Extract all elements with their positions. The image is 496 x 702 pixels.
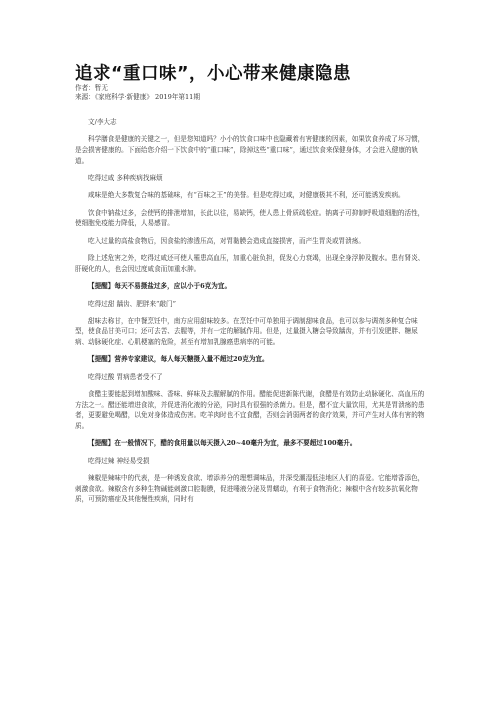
paragraph: 食醋主要能起到增加酸味、香味、鲜味及去腥解腻的作用。醋能促进新陈代谢，食醋是有效防止动脉硬化、高血压的方法之一。醋还能增进食欲，并促进消化液的分泌，同时具有很强的杀菌力。但是，醋不宜大量饮用，尤其是胃溃疡的患者，更要避免喝醋，以免对身体造成伤害。吃羊肉时也不宜食醋，否则会消弱两者的食疗效果，并可产生对人体有害的物质。 bbox=[75, 390, 425, 431]
section-heading-salty: 吃得过咸 多种疾病找麻烦 bbox=[88, 173, 163, 182]
byline: 文/李大志 bbox=[88, 118, 117, 126]
paragraph: 甜味去称甘，在中餐烹饪中，南方应用甜味较多。在烹饪中可单独用于调制甜味食品，也可以参与调剂多种复合味型，使食品甘美可口；还可去苦、去腥等，并有一定的解腻作用。但是，过量摄入糖会导致龋齿，并有引发肥胖、糖尿病、动脉硬化症、心肌梗塞的危险，甚至有增加乳腺癌患病率的可能。 bbox=[75, 316, 418, 347]
paragraph: 饮食中钠盐过多，会使钙的排泄增加，长此以往，易缺钙，使人患上骨质疏松症。钠离子可抑制呼吸道细胞的活性，使细胞免疫能力降低，人易感冒。 bbox=[75, 208, 425, 228]
paragraph: 辣椒是辣味中的代表，是一种诱发食欲、增添养分的理想调味品，并深受潮湿低洼地区人们的喜爱。它能增香添色，刺激食欲。辣椒含有多种生物碱能刺激口腔黏膜，促进唾液分泌及胃蠕动，有利于食物消化；辣椒中含有较多抗氧化物质，可预防癌症及其他慢性疾病，同时有 bbox=[75, 474, 425, 504]
tip-sugar: 【提醒】营养专家建议，每人每天糖摄入量不超过20克为宜。 bbox=[88, 355, 269, 364]
tip-salt: 【提醒】每天不易摄盐过多，应以小于6克为宜。 bbox=[88, 282, 232, 291]
article-body bbox=[75, 117, 425, 505]
section-heading-sour: 吃得过酸 胃病患者受不了 bbox=[88, 372, 163, 381]
paragraph: 吃入过量的高盐食物后，因食盐的渗透压高，对胃黏膜会造成直接损害，而产生胃炎或胃溃疡。 bbox=[88, 236, 365, 245]
tip-vinegar: 【提醒】在一般情况下，醋的食用量以每天摄入20~40毫升为宜，最多不要超过100毫升。 bbox=[88, 439, 357, 448]
section-heading-sweet: 吃得过甜 龋齿、肥胖来“敲门” bbox=[88, 299, 176, 308]
paragraph-intro: 科学膳食是健康的关键之一，但是您知道吗？小小的饮食口味中也隐藏着有害健康的因素，如果饮食养成了坏习惯，是会损害健康的。下面给您介绍一下饮食中的“重口味”，除掉这些“重口味”，通过饮食来保健身体，才会进入健康的轨道。 bbox=[75, 135, 425, 165]
section-heading-spicy: 吃得过辣 神经易受损 bbox=[88, 456, 150, 465]
author-line: 作者：暂无 bbox=[75, 84, 108, 92]
article-title: 追求“重口味”，小心带来健康隐患 bbox=[75, 64, 352, 84]
paragraph: 咸味是绝大多数复合味的基础味，有“百味之王”的美誉。但是吃得过咸，对健康极其不利，还可能诱发疾病。 bbox=[88, 191, 405, 200]
source-line: 来源：《家庭科学·新健康》 2019年第11期 bbox=[75, 93, 200, 101]
paragraph: 除上述危害之外，吃得过咸还可使人罹患高血压，加重心脏负担，促发心力衰竭，出现全身浮肿及腹水。患有肾炎、肝硬化的人，也会因过度咸食而加重水肿。 bbox=[75, 254, 425, 273]
